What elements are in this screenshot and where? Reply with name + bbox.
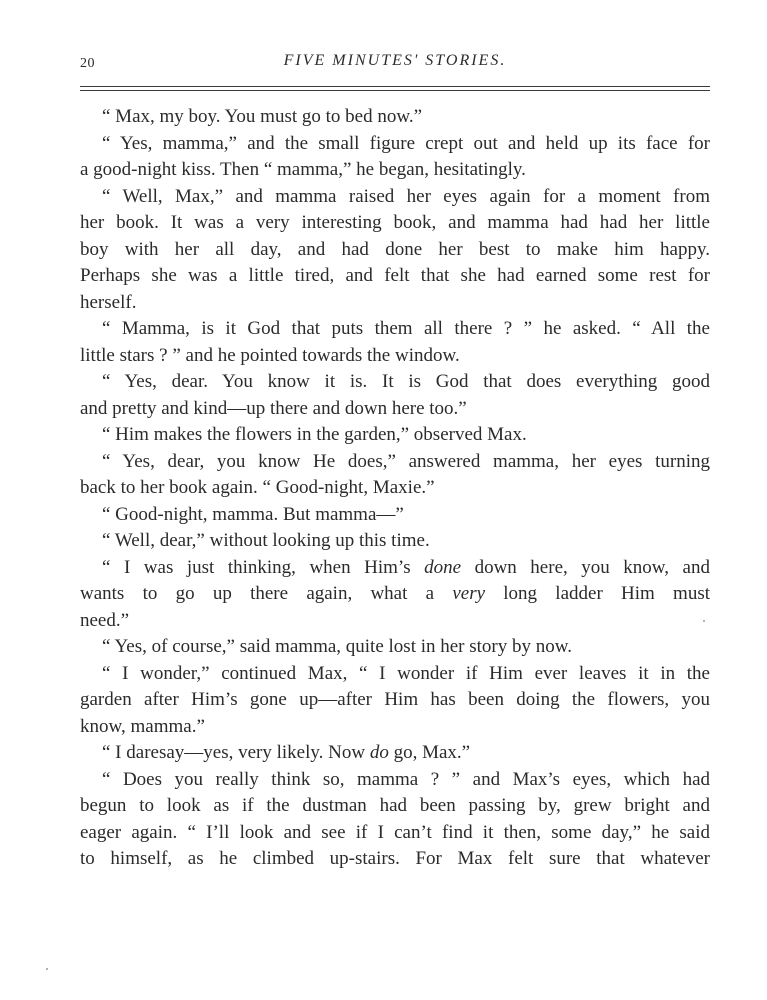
text-line: back to her book again. “ Good-night, Maxie.” [80, 477, 435, 498]
text-line: to himself, as he climbed up-stairs. For Max felt sure that whatever [80, 848, 710, 869]
text-line: “ I wonder,” continued Max, “ I wonder if Him ever leaves it in the [102, 662, 710, 684]
text-line: know, mamma.” [80, 715, 205, 737]
text-line: “ Max, my boy. You must go to bed now.” [102, 106, 423, 127]
text-line: “ I daresay—yes, very likely. Now do go, Max.” [102, 742, 471, 763]
text-line: begun to look as if the dustman had been passing by, grew bright and [80, 795, 710, 816]
text-line: “ Him makes the flowers in the garden,” observed Max. [102, 424, 527, 445]
text-line: garden after Him’s gone up—after Him has been doing the flowers, you [80, 689, 710, 710]
text-line: Perhaps she was a little tired, and felt that she had earned some rest for [80, 265, 710, 286]
text-line: wants to go up there again, what a very long ladder Him must [80, 583, 711, 604]
page-number: 20 [80, 56, 95, 71]
text-line: “ I was just thinking, when Him’s done down here, you know, and [102, 556, 710, 578]
running-title: FIVE MINUTES' STORIES. [283, 52, 507, 69]
emphasis: done [424, 556, 462, 578]
paper-speck [46, 968, 48, 970]
text-line: eager again. “ I’ll look and see if I can’t find it then, some day,” he said [80, 821, 710, 843]
header-rule-secondary [80, 90, 710, 91]
page-header [80, 52, 710, 74]
text-line: “ Mamma, is it God that puts them all there ? ” he asked. “ All the [102, 318, 710, 339]
text-line: and pretty and kind—up there and down here too.” [80, 397, 467, 419]
story-text [80, 104, 710, 873]
emphasis: do [369, 742, 389, 763]
header-rule [80, 86, 710, 87]
emphasis: very [452, 583, 486, 604]
text-line: her book. It was a very interesting book, and mamma had had her little [80, 212, 710, 233]
text-line: “ Yes, of course,” said mamma, quite lost in her story by now. [102, 636, 572, 657]
text-line: a good-night kiss. Then “ mamma,” he began, hesitatingly. [80, 159, 526, 180]
text-line: need.” [80, 609, 130, 631]
text-line: herself. [80, 291, 137, 313]
text-line: “ Yes, mamma,” and the small figure crept out and held up its face for [102, 132, 710, 154]
text-line: boy with her all day, and had done her best to make him happy. [80, 238, 710, 260]
text-line: little stars ? ” and he pointed towards the window. [80, 344, 460, 366]
text-line: “ Yes, dear. You know it is. It is God that does everything good [102, 371, 710, 392]
text-line: “ Good-night, mamma. But mamma—” [102, 503, 404, 525]
text-line: “ Does you really think so, mamma ? ” and Max’s eyes, which had [102, 768, 710, 790]
text-line: “ Yes, dear, you know He does,” answered mamma, her eyes turning [102, 450, 710, 472]
text-line: “ Well, dear,” without looking up this time. [102, 530, 430, 551]
text-line: “ Well, Max,” and mamma raised her eyes again for a moment from [102, 185, 710, 207]
paper-speck [703, 620, 705, 622]
